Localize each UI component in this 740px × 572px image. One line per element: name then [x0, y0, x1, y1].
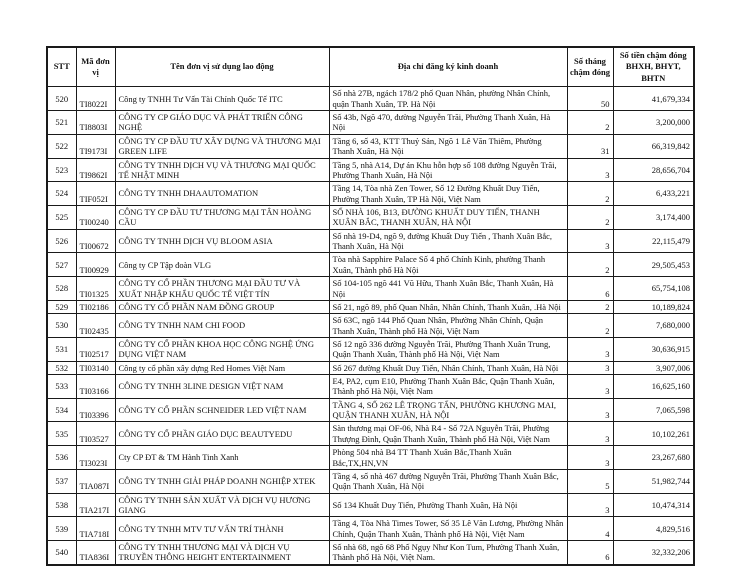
row-unit-code: TI03140: [76, 361, 115, 374]
row-employer-name: CÔNG TY CP GIÁO DỤC VÀ PHÁT TRIỂN CÔNG NGHỆ: [115, 111, 329, 135]
row-months-late: 6: [567, 541, 613, 565]
row-address: Phòng 504 nhà B4 TT Thanh Xuân Bắc,Thanh Xuân Bắc,TX,HN,VN: [329, 446, 567, 470]
row-stt: 525: [47, 206, 76, 230]
row-employer-name: CÔNG TY TNHH NAM CHI FOOD: [115, 314, 329, 338]
row-employer-name: CÔNG TY TNHH DHAAUTOMATION: [115, 182, 329, 206]
column-header-employer-name: Tên đơn vị sử dụng lao động: [115, 47, 329, 87]
table-row: [47, 182, 694, 206]
row-stt: 539: [47, 517, 76, 541]
row-stt: 528: [47, 277, 76, 301]
row-months-late: 3: [567, 493, 613, 517]
row-unit-code: TI8803I: [76, 111, 115, 135]
row-amount-late: 7,065,598: [613, 398, 694, 422]
table-row: [47, 375, 694, 399]
row-stt: 522: [47, 134, 76, 158]
row-employer-name: Cty CP ĐT & TM Hành Tinh Xanh: [115, 446, 329, 470]
row-unit-code: TIA217I: [76, 493, 115, 517]
column-header-amount-late: Số tiền chậm đóng BHXH, BHYT, BHTN: [613, 47, 694, 87]
row-employer-name: Công ty CP Tập đoàn VLG: [115, 253, 329, 277]
column-header-months-late: Số tháng chậm đóng: [567, 47, 613, 87]
row-stt: 526: [47, 229, 76, 253]
row-stt: 535: [47, 422, 76, 446]
table-row: [47, 253, 694, 277]
row-months-late: 2: [567, 314, 613, 338]
row-employer-name: CÔNG TY CP ĐẦU TƯ XÂY DỰNG VÀ THƯƠNG MẠI GREEN LIFE: [115, 134, 329, 158]
row-address: Tầng 4, số nhà 467 đường Nguyễn Trãi, Phường Thanh Xuân Bắc, Quận Thanh Xuân, Hà Nội: [329, 469, 567, 493]
row-amount-late: 4,829,516: [613, 517, 694, 541]
row-address: Tầng 14, Tòa nhà Zen Tower, Số 12 Đường Khuất Duy Tiến, Phường Thanh Xuân, TP Hà Nội, Việt Nam: [329, 182, 567, 206]
row-address: Số 104-105 ngõ 441 Vũ Hữu, Thanh Xuân Bắc, Thanh Xuân, Hà Nội: [329, 277, 567, 301]
table-row: [47, 314, 694, 338]
table-row: [47, 541, 694, 565]
row-unit-code: TI03396: [76, 398, 115, 422]
row-address: Số 21, ngõ 89, phố Quan Nhân, Nhân Chính, Thanh Xuân, .Hà Nội: [329, 300, 567, 313]
row-months-late: 2: [567, 111, 613, 135]
row-unit-code: TI8022I: [76, 87, 115, 111]
row-amount-late: 3,907,006: [613, 361, 694, 374]
row-stt: 524: [47, 182, 76, 206]
row-months-late: 6: [567, 277, 613, 301]
row-address: Tầng 6, số 43, KTT Thuỷ Sản, Ngõ 1 Lê Văn Thiêm, Phường Thanh Xuân, Hà Nội: [329, 134, 567, 158]
row-months-late: 3: [567, 375, 613, 399]
row-months-late: 3: [567, 398, 613, 422]
row-amount-late: 22,115,479: [613, 229, 694, 253]
row-employer-name: Công ty TNHH Tư Vấn Tài Chính Quốc Tế ITC: [115, 87, 329, 111]
row-unit-code: TIF052I: [76, 182, 115, 206]
row-amount-late: 10,474,314: [613, 493, 694, 517]
row-months-late: 3: [567, 446, 613, 470]
row-address: Số 267 đường Khuất Duy Tiến, Nhân Chính, Thanh Xuân, Hà Nội: [329, 361, 567, 374]
row-amount-late: 10,189,824: [613, 300, 694, 313]
row-amount-late: 7,680,000: [613, 314, 694, 338]
row-employer-name: CÔNG TY TNHH THƯƠNG MẠI VÀ DỊCH VỤ TRUYỀN THÔNG HEIGHT ENTERTAINMENT: [115, 541, 329, 565]
row-employer-name: CÔNG TY CỔ PHẦN KHOA HỌC CÔNG NGHỆ ỨNG DỤNG VIỆT NAM: [115, 337, 329, 361]
row-amount-late: 66,319,842: [613, 134, 694, 158]
row-stt: 540: [47, 541, 76, 565]
column-header-unit-code: Mã đơn vị: [76, 47, 115, 87]
row-address: Số 63C, ngõ 144 Phố Quan Nhân, Phường Nhân Chính, Quận Thanh Xuân, Thành phố Hà Nội, Việt Nam: [329, 314, 567, 338]
table-row: [47, 422, 694, 446]
table-row: [47, 446, 694, 470]
row-employer-name: CÔNG TY CỔ PHẦN NAM ĐỒNG GROUP: [115, 300, 329, 313]
late-payment-table: [46, 46, 695, 566]
row-unit-code: TI00240: [76, 206, 115, 230]
row-address: E4, PA2, cụm E10, Phường Thanh Xuân Bắc, Quận Thanh Xuân, Thành phố Hà Nội, Việt Nam: [329, 375, 567, 399]
row-months-late: 31: [567, 134, 613, 158]
row-months-late: 3: [567, 422, 613, 446]
row-employer-name: CÔNG TY TNHH DỊCH VỤ BLOOM ASIA: [115, 229, 329, 253]
row-employer-name: CÔNG TY CỔ PHẦN SCHNEIDER LED VIỆT NAM: [115, 398, 329, 422]
row-amount-late: 28,656,704: [613, 158, 694, 182]
row-unit-code: TI03166: [76, 375, 115, 399]
row-address: Tầng 4, Tòa Nhà Times Tower, Số 35 Lê Văn Lương, Phường Nhân Chính, Quận Thanh Xuân, Thành phố Hà Nội, Việt Nam: [329, 517, 567, 541]
row-employer-name: CÔNG TY CỔ PHẦN THƯƠNG MẠI ĐẦU TƯ VÀ XUẤT NHẬP KHẨU QUỐC TẾ VIỆT TÍN: [115, 277, 329, 301]
row-stt: 520: [47, 87, 76, 111]
row-stt: 523: [47, 158, 76, 182]
row-unit-code: TI02517: [76, 337, 115, 361]
row-employer-name: CÔNG TY TNHH SẢN XUẤT VÀ DỊCH VỤ HƯƠNG GIANG: [115, 493, 329, 517]
row-amount-late: 3,200,000: [613, 111, 694, 135]
row-address: Số 43b, Ngõ 470, đường Nguyễn Trãi, Phường Thanh Xuân, Hà Nội: [329, 111, 567, 135]
row-address: SỐ NHÀ 106, B13, ĐƯỜNG KHUẤT DUY TIẾN, THANH XUÂN BẮC, THANH XUÂN, HÀ NỘI: [329, 206, 567, 230]
row-stt: 536: [47, 446, 76, 470]
row-months-late: 3: [567, 229, 613, 253]
row-stt: 530: [47, 314, 76, 338]
table-row: [47, 337, 694, 361]
table-row: [47, 229, 694, 253]
row-address: Số nhà 19-D4, ngõ 9, đường Khuất Duy Tiến , Thanh Xuân Bắc, Thanh Xuân, Hà Nội: [329, 229, 567, 253]
row-address: Tòa nhà Sapphire Palace Số 4 phố Chính Kinh, phường Thanh Xuân, Thành phố Hà Nội: [329, 253, 567, 277]
row-stt: 529: [47, 300, 76, 313]
row-amount-late: 16,625,160: [613, 375, 694, 399]
row-stt: 531: [47, 337, 76, 361]
row-stt: 534: [47, 398, 76, 422]
row-amount-late: 29,505,453: [613, 253, 694, 277]
row-months-late: 3: [567, 337, 613, 361]
table-row: [47, 111, 694, 135]
row-months-late: 2: [567, 182, 613, 206]
table-row: [47, 517, 694, 541]
row-amount-late: 32,332,206: [613, 541, 694, 565]
row-unit-code: TIA718I: [76, 517, 115, 541]
table-row: [47, 277, 694, 301]
row-unit-code: TI01325: [76, 277, 115, 301]
row-employer-name: CÔNG TY TNHH MTV TƯ VẤN TRÍ THÀNH: [115, 517, 329, 541]
row-months-late: 50: [567, 87, 613, 111]
row-employer-name: CÔNG TY CỔ PHẦN GIÁO DỤC BEAUTYEDU: [115, 422, 329, 446]
row-address: Số 134 Khuất Duy Tiến, Phường Thanh Xuân, Hà Nội: [329, 493, 567, 517]
row-months-late: 2: [567, 206, 613, 230]
table-row: [47, 361, 694, 374]
row-unit-code: TI00672: [76, 229, 115, 253]
row-unit-code: TIA087I: [76, 469, 115, 493]
row-address: Số 12 ngõ 336 đường Nguyễn Trãi, Phường Thanh Xuân Trung, Quận Thanh Xuân, Thành phố Hà Nội, Việt Nam: [329, 337, 567, 361]
table-row: [47, 469, 694, 493]
table-row: [47, 87, 694, 111]
row-months-late: 2: [567, 300, 613, 313]
row-address: Sàn thương mại OF-06, Nhà R4 - Số 72A Nguyễn Trãi, Phường Thượng Đình, Quận Thanh Xuân, Thành phố Hà Nội, Việt Nam: [329, 422, 567, 446]
row-months-late: 2: [567, 253, 613, 277]
row-unit-code: TI9862I: [76, 158, 115, 182]
row-months-late: 4: [567, 517, 613, 541]
row-stt: 527: [47, 253, 76, 277]
row-address: Số nhà 27B, ngách 178/2 phố Quan Nhân, phường Nhân Chính, quận Thanh Xuân, TP. Hà Nội: [329, 87, 567, 111]
table-row: [47, 300, 694, 313]
row-employer-name: CÔNG TY TNHH DỊCH VỤ VÀ THƯƠNG MẠI QUỐC TẾ NHẬT MINH: [115, 158, 329, 182]
table-row: [47, 206, 694, 230]
row-unit-code: TI03527: [76, 422, 115, 446]
row-employer-name: CÔNG TY TNHH GIẢI PHÁP DOANH NGHIỆP XTEK: [115, 469, 329, 493]
row-stt: 521: [47, 111, 76, 135]
row-employer-name: CÔNG TY TNHH 3LINE DESIGN VIỆT NAM: [115, 375, 329, 399]
row-unit-code: TI9173I: [76, 134, 115, 158]
row-unit-code: TIA836I: [76, 541, 115, 565]
row-stt: 532: [47, 361, 76, 374]
row-employer-name: Công ty cổ phần xây dựng Red Homes Việt Nam: [115, 361, 329, 374]
row-employer-name: CÔNG TY CP ĐẦU TƯ THƯƠNG MẠI TÂN HOÀNG CẦU: [115, 206, 329, 230]
table-row: [47, 398, 694, 422]
row-amount-late: 10,102,261: [613, 422, 694, 446]
row-amount-late: 6,433,221: [613, 182, 694, 206]
row-address: Số nhà 68, ngõ 68 Phố Ngụy Như Kon Tum, Phường Thanh Xuân, Thành phố Hà Nội, Việt Nam.: [329, 541, 567, 565]
row-months-late: 5: [567, 469, 613, 493]
row-stt: 538: [47, 493, 76, 517]
row-unit-code: TI02186: [76, 300, 115, 313]
row-unit-code: TI00929: [76, 253, 115, 277]
table-row: [47, 158, 694, 182]
row-amount-late: 30,636,915: [613, 337, 694, 361]
row-stt: 537: [47, 469, 76, 493]
row-unit-code: TI02435: [76, 314, 115, 338]
row-stt: 533: [47, 375, 76, 399]
row-months-late: 3: [567, 158, 613, 182]
column-header-address: Địa chỉ đăng ký kinh doanh: [329, 47, 567, 87]
row-amount-late: 41,679,334: [613, 87, 694, 111]
table-row: [47, 493, 694, 517]
column-header-stt: STT: [47, 47, 76, 87]
row-months-late: 3: [567, 361, 613, 374]
row-amount-late: 51,982,744: [613, 469, 694, 493]
row-unit-code: TI3023I: [76, 446, 115, 470]
row-address: TẦNG 4, SỐ 262 LÊ TRỌNG TẤN, PHƯỜNG KHƯƠNG MAI, QUẬN THANH XUÂN, HÀ NỘI: [329, 398, 567, 422]
row-amount-late: 3,174,400: [613, 206, 694, 230]
row-amount-late: 65,754,108: [613, 277, 694, 301]
row-address: Tầng 5, nhà A14, Dự án Khu hỗn hợp số 108 đường Nguyễn Trãi, Phường Thanh Xuân, Hà Nội: [329, 158, 567, 182]
table-row: [47, 134, 694, 158]
table-header-row: [47, 47, 694, 87]
row-amount-late: 23,267,680: [613, 446, 694, 470]
